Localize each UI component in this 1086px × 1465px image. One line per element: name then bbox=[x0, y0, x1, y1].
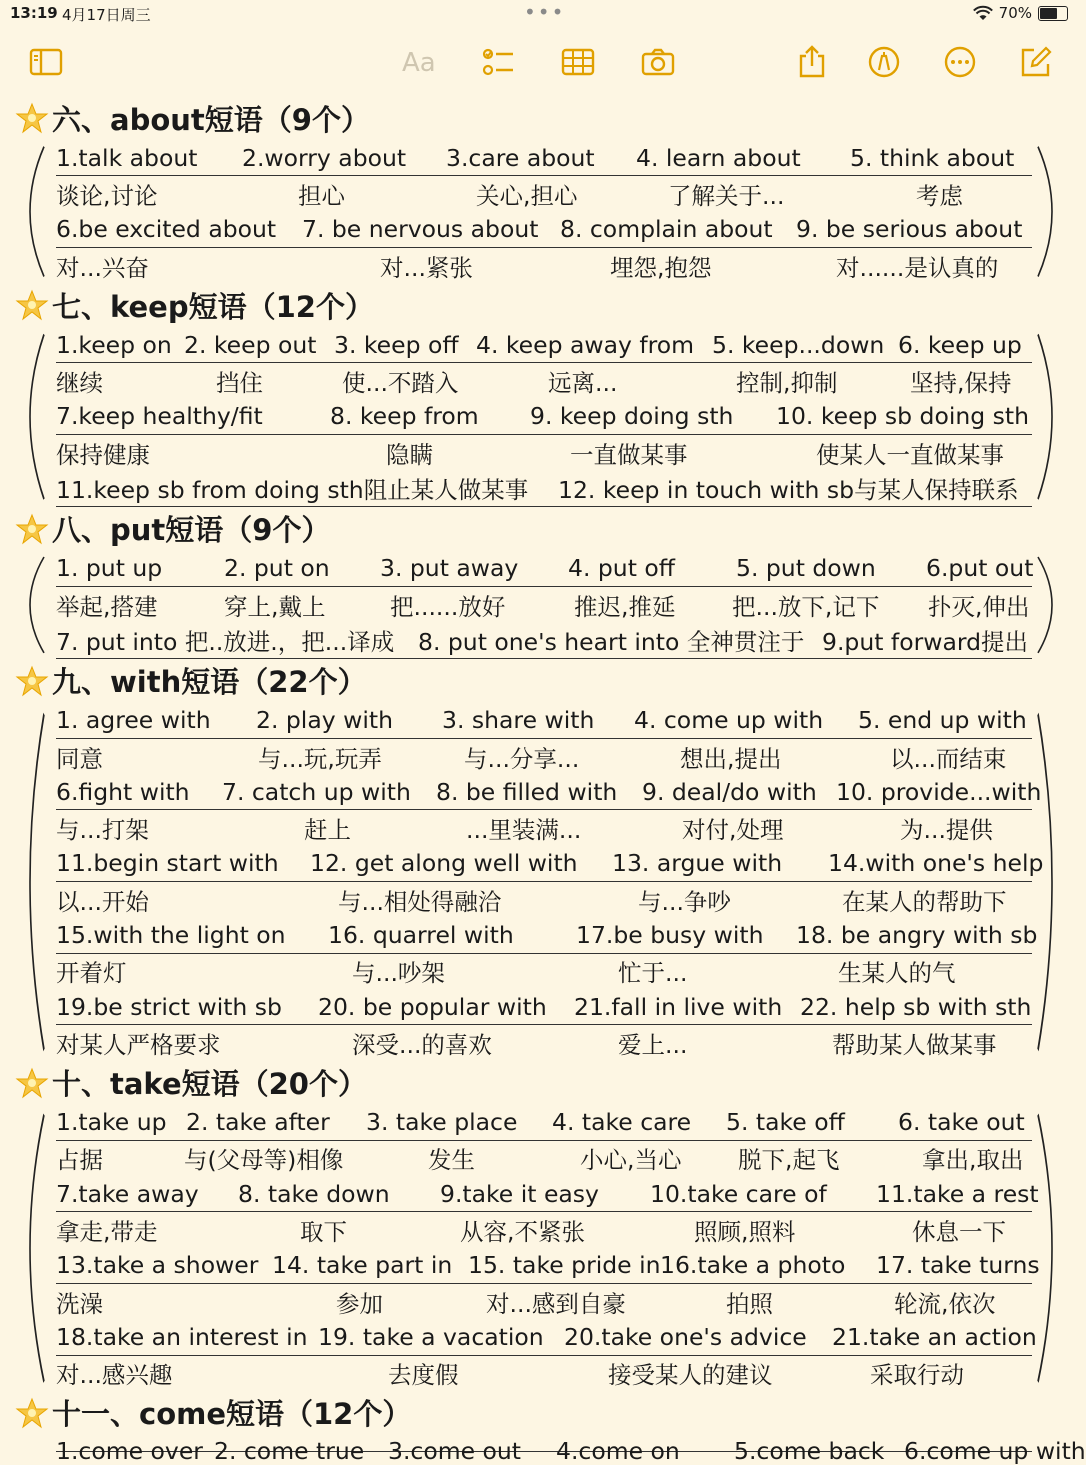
english-phrase-row bbox=[56, 1176, 1039, 1212]
chinese-meaning-row bbox=[56, 1141, 1032, 1176]
english-phrase-row bbox=[56, 212, 1032, 248]
section-title: 八、put短语（9个） bbox=[52, 513, 331, 548]
english-phrase-row bbox=[56, 327, 1032, 363]
english-phrase-row bbox=[56, 1435, 1086, 1465]
meaning-text: 深受...的喜欢 bbox=[352, 1030, 492, 1059]
phrase-text: 4. take care bbox=[552, 1108, 692, 1137]
meaning-text: 对...兴奋 bbox=[56, 253, 149, 282]
star-emoji-icon bbox=[16, 665, 48, 697]
meaning-text: 拍照 bbox=[726, 1289, 773, 1318]
phrase-text: 1.come over bbox=[56, 1436, 203, 1465]
meaning-text: 对...感兴趣 bbox=[56, 1361, 173, 1390]
table-icon[interactable] bbox=[560, 44, 596, 80]
section-title: 六、about短语（9个） bbox=[52, 102, 370, 137]
phrase-text: 6.fight with bbox=[56, 777, 190, 806]
meaning-text: 生某人的气 bbox=[838, 959, 956, 988]
meaning-text: 拿走,带走 bbox=[56, 1218, 158, 1247]
meaning-text: 埋怨,抱怨 bbox=[610, 253, 712, 282]
meaning-text: 与...吵架 bbox=[352, 959, 445, 988]
phrase-text: 5. take off bbox=[726, 1108, 845, 1137]
phrase-text: 4. come up with bbox=[634, 706, 824, 735]
phrase-text: 21.take an action bbox=[832, 1322, 1037, 1351]
meaning-text: 控制,抑制 bbox=[736, 369, 838, 398]
left-bracket-icon bbox=[12, 707, 48, 1057]
status-bar bbox=[0, 0, 1080, 26]
phrase-text: 3.come out bbox=[388, 1436, 522, 1465]
phrase-text: 8. put one's heart into 全神贯注于 bbox=[418, 627, 805, 656]
phrase-section bbox=[0, 96, 1080, 283]
chinese-meaning-row bbox=[56, 810, 1032, 845]
phrase-text: 1. agree with bbox=[56, 706, 211, 735]
section-title: 九、with短语（22个） bbox=[52, 665, 367, 700]
phrase-text: 9. be serious about bbox=[796, 215, 1023, 244]
meaning-text: 担心 bbox=[298, 181, 345, 210]
phrase-text: 3.care about bbox=[446, 143, 595, 172]
phrase-text: 4. learn about bbox=[636, 143, 801, 172]
meaning-text: 对...紧张 bbox=[380, 253, 473, 282]
star-emoji-icon bbox=[16, 1067, 48, 1099]
phrase-text: 11.begin start with bbox=[56, 849, 279, 878]
meaning-text: 小心,当心 bbox=[580, 1146, 682, 1175]
meaning-text: 爱上... bbox=[618, 1030, 688, 1059]
meaning-text: 与...分享... bbox=[464, 744, 580, 773]
phrase-text: 17. take turns bbox=[876, 1251, 1040, 1280]
phrase-text: 2. keep out bbox=[184, 330, 317, 359]
left-bracket-icon bbox=[12, 1109, 48, 1387]
meaning-text: 对付,处理 bbox=[682, 816, 784, 845]
chinese-meaning-row bbox=[56, 882, 1032, 917]
section-title: 十、take短语（20个） bbox=[52, 1067, 367, 1102]
chinese-meaning-row bbox=[56, 363, 1032, 398]
phrase-section bbox=[0, 1061, 1080, 1391]
phrase-text: 14. take part in bbox=[272, 1251, 453, 1280]
camera-icon[interactable] bbox=[640, 44, 676, 80]
phrase-bracket-group bbox=[40, 140, 1040, 283]
section-heading bbox=[0, 1391, 1080, 1435]
meaning-text: 在某人的帮助下 bbox=[842, 887, 1007, 916]
english-phrase-row bbox=[56, 399, 1032, 435]
chinese-meaning-row bbox=[56, 248, 1032, 283]
phrase-text: 7. catch up with bbox=[222, 777, 411, 806]
phrase-text: 11.keep sb from doing sth阻止某人做某事 bbox=[56, 476, 529, 505]
meaning-text: 开着灯 bbox=[56, 959, 127, 988]
meaning-text: 照顾,照料 bbox=[694, 1218, 796, 1247]
battery-percent: 70% bbox=[998, 4, 1032, 22]
meaning-text: ...里装满... bbox=[466, 816, 582, 845]
meaning-text: 去度假 bbox=[388, 1361, 459, 1390]
meaning-text: 帮助某人做某事 bbox=[832, 1030, 997, 1059]
phrase-text: 5. think about bbox=[850, 143, 1015, 172]
phrase-text: 10.take care of bbox=[650, 1179, 827, 1208]
phrase-text: 19.be strict with sb bbox=[56, 992, 282, 1021]
notes-toolbar bbox=[0, 36, 1080, 86]
multitasking-dots-icon[interactable]: ••• bbox=[524, 0, 566, 24]
markup-pen-icon[interactable] bbox=[866, 44, 902, 80]
meaning-text: 与...打架 bbox=[56, 816, 149, 845]
phrase-text: 2. play with bbox=[256, 706, 393, 735]
english-phrase-row bbox=[56, 1248, 1040, 1284]
english-phrase-row bbox=[56, 917, 1038, 953]
english-phrase-row bbox=[56, 470, 1032, 506]
phrase-text: 22. help sb with sth bbox=[800, 992, 1032, 1021]
left-bracket-icon bbox=[12, 144, 48, 279]
chinese-meaning-row bbox=[56, 435, 1032, 470]
right-bracket-icon bbox=[1034, 144, 1070, 279]
phrase-text: 1.keep on bbox=[56, 330, 172, 359]
meaning-text: 对...感到自豪 bbox=[486, 1289, 626, 1318]
phrase-text: 18.take an interest in bbox=[56, 1322, 308, 1351]
meaning-text: 轮流,依次 bbox=[894, 1289, 996, 1318]
phrase-text: 1.talk about bbox=[56, 143, 198, 172]
section-title: 七、keep短语（12个） bbox=[52, 289, 374, 324]
share-icon[interactable] bbox=[794, 44, 830, 80]
chinese-meaning-row bbox=[56, 1356, 1032, 1391]
phrase-text: 3. share with bbox=[442, 706, 595, 735]
meaning-text: 对某人严格要求 bbox=[56, 1030, 221, 1059]
meaning-text: 扑灭,伸出 bbox=[928, 592, 1030, 621]
meaning-text: 脱下,起飞 bbox=[738, 1146, 840, 1175]
phrase-text: 5. keep...down bbox=[712, 330, 885, 359]
phrase-section bbox=[0, 507, 1080, 659]
meaning-text: 洗澡 bbox=[56, 1289, 103, 1318]
wifi-icon bbox=[973, 6, 993, 21]
meaning-text: 挡住 bbox=[216, 369, 263, 398]
phrase-section bbox=[0, 659, 1080, 1061]
phrase-text: 12. get along well with bbox=[310, 849, 578, 878]
meaning-text: 对......是认真的 bbox=[836, 253, 999, 282]
meaning-text: 同意 bbox=[56, 744, 103, 773]
star-emoji-icon bbox=[16, 1397, 48, 1429]
phrase-bracket-group bbox=[40, 1105, 1040, 1391]
right-bracket-icon bbox=[1034, 1109, 1070, 1387]
phrase-text: 9. deal/do with bbox=[642, 777, 817, 806]
meaning-text: 为...提供 bbox=[900, 816, 993, 845]
meaning-text: 了解关于... bbox=[668, 181, 785, 210]
phrase-text: 7. be nervous about bbox=[302, 215, 539, 244]
phrase-text: 8. complain about bbox=[560, 215, 773, 244]
section-heading bbox=[0, 96, 1080, 140]
phrase-text: 6.put out bbox=[926, 554, 1034, 583]
phrase-text: 2. come true bbox=[214, 1436, 365, 1465]
phrase-text: 15. take pride in bbox=[468, 1251, 661, 1280]
compose-note-icon[interactable] bbox=[1018, 44, 1054, 80]
phrase-text: 14.with one's help bbox=[828, 849, 1044, 878]
meaning-text: 举起,搭建 bbox=[56, 592, 158, 621]
phrase-text: 10. keep sb doing sth bbox=[776, 402, 1030, 431]
phrase-text: 16. quarrel with bbox=[328, 920, 514, 949]
status-date: 4月17日周三 bbox=[62, 6, 151, 24]
english-phrase-row bbox=[56, 989, 1032, 1025]
phrase-text: 4. keep away from bbox=[476, 330, 695, 359]
english-phrase-row bbox=[56, 140, 1032, 176]
chinese-meaning-row bbox=[56, 1284, 1032, 1319]
phrase-text: 6.come up with bbox=[904, 1436, 1086, 1465]
phrase-text: 6. keep up bbox=[898, 330, 1022, 359]
meaning-text: 从容,不紧张 bbox=[460, 1218, 585, 1247]
phrase-section bbox=[0, 1391, 1086, 1465]
meaning-text: 与...争吵 bbox=[638, 887, 731, 916]
phrase-text: 16.take a photo bbox=[660, 1251, 846, 1280]
section-title: 十一、come短语（12个） bbox=[52, 1397, 412, 1432]
text-format-button[interactable]: Aa bbox=[402, 48, 436, 78]
phrase-text: 9. keep doing sth bbox=[530, 402, 734, 431]
phrase-text: 13.take a shower bbox=[56, 1251, 259, 1280]
phrase-text: 9.put forward提出 bbox=[822, 627, 1029, 656]
checklist-icon[interactable] bbox=[480, 44, 516, 80]
meaning-text: 把...放下,记下 bbox=[732, 592, 880, 621]
star-emoji-icon bbox=[16, 289, 48, 321]
phrase-text: 9.take it easy bbox=[440, 1179, 599, 1208]
meaning-text: 与...玩,玩弄 bbox=[258, 744, 382, 773]
phrase-text: 18. be angry with sb bbox=[796, 920, 1038, 949]
meaning-text: 远离... bbox=[548, 369, 618, 398]
phrase-text: 4. put off bbox=[568, 554, 675, 583]
chinese-meaning-row bbox=[56, 954, 1032, 989]
phrase-text: 5. end up with bbox=[858, 706, 1027, 735]
meaning-text: 与(父母等)相像 bbox=[184, 1146, 344, 1175]
phrase-text: 3. take place bbox=[366, 1108, 518, 1137]
phrase-bracket-group bbox=[40, 551, 1040, 659]
meaning-text: 推迟,推延 bbox=[574, 592, 676, 621]
phrase-text: 6.be excited about bbox=[56, 215, 277, 244]
phrase-text: 20.take one's advice bbox=[564, 1322, 807, 1351]
note-body[interactable] bbox=[0, 96, 1086, 1465]
meaning-text: 忙于... bbox=[618, 959, 688, 988]
english-phrase-row bbox=[56, 1319, 1037, 1355]
right-bracket-icon bbox=[1034, 555, 1070, 655]
phrase-bracket-group bbox=[40, 703, 1044, 1061]
phrase-text: 21.fall in live with bbox=[574, 992, 783, 1021]
meaning-text: 采取行动 bbox=[870, 1361, 964, 1390]
meaning-text: 与...相处得融洽 bbox=[338, 887, 502, 916]
section-heading bbox=[0, 659, 1080, 703]
phrase-text: 1. put up bbox=[56, 554, 163, 583]
phrase-text: 2. put on bbox=[224, 554, 330, 583]
phrase-text: 19. take a vacation bbox=[318, 1322, 544, 1351]
phrase-text: 6. take out bbox=[898, 1108, 1025, 1137]
more-options-icon[interactable] bbox=[942, 44, 978, 80]
meaning-text: 赶上 bbox=[304, 816, 351, 845]
right-bracket-icon bbox=[1034, 331, 1070, 502]
meaning-text: 休息一下 bbox=[912, 1218, 1006, 1247]
phrase-text: 5. put down bbox=[736, 554, 876, 583]
right-bracket-icon bbox=[1034, 707, 1070, 1057]
meaning-text: 想出,提出 bbox=[680, 744, 782, 773]
meaning-text: 发生 bbox=[428, 1146, 475, 1175]
phrase-text: 3. put away bbox=[380, 554, 519, 583]
phrase-text: 8. be filled with bbox=[436, 777, 618, 806]
english-phrase-row bbox=[56, 703, 1032, 739]
phrase-text: 7.take away bbox=[56, 1179, 199, 1208]
meaning-text: 继续 bbox=[56, 369, 103, 398]
phrase-text: 7.keep healthy/fit bbox=[56, 402, 263, 431]
english-phrase-row bbox=[56, 846, 1044, 882]
phrase-text: 13. argue with bbox=[612, 849, 783, 878]
phrase-text: 8. take down bbox=[238, 1179, 390, 1208]
phrase-text: 2.worry about bbox=[242, 143, 407, 172]
meaning-text: 取下 bbox=[300, 1218, 347, 1247]
phrase-text: 5.come back bbox=[734, 1436, 885, 1465]
meaning-text: 谈论,讨论 bbox=[56, 181, 158, 210]
meaning-text: 接受某人的建议 bbox=[608, 1361, 773, 1390]
left-bracket-icon bbox=[12, 331, 48, 502]
phrase-text: 20. be popular with bbox=[318, 992, 547, 1021]
chinese-meaning-row bbox=[56, 176, 1032, 211]
meaning-text: 关心,担心 bbox=[476, 181, 578, 210]
phrase-bracket-group bbox=[40, 327, 1040, 506]
phrase-text: 17.be busy with bbox=[576, 920, 764, 949]
meaning-text: 把......放好 bbox=[390, 592, 506, 621]
meaning-text: 使...不踏入 bbox=[342, 369, 459, 398]
phrase-text: 10. provide...with bbox=[836, 777, 1042, 806]
english-phrase-row bbox=[56, 622, 1032, 658]
meaning-text: 考虑 bbox=[916, 181, 963, 210]
meaning-text: 使某人一直做某事 bbox=[816, 440, 1004, 469]
meaning-text: 隐瞒 bbox=[386, 440, 433, 469]
meaning-text: 参加 bbox=[336, 1289, 383, 1318]
phrase-text: 11.take a rest bbox=[876, 1179, 1039, 1208]
phrase-text: 4.come on bbox=[556, 1436, 680, 1465]
meaning-text: 穿上,戴上 bbox=[224, 592, 326, 621]
phrase-text: 2. take after bbox=[186, 1108, 330, 1137]
star-emoji-icon bbox=[16, 513, 48, 545]
meaning-text: 坚持,保持 bbox=[910, 369, 1012, 398]
meaning-text: 以...开始 bbox=[56, 887, 149, 916]
meaning-text: 拿出,取出 bbox=[922, 1146, 1024, 1175]
battery-icon bbox=[1038, 6, 1068, 21]
meaning-text: 以...而结束 bbox=[890, 744, 1007, 773]
section-heading bbox=[0, 283, 1080, 327]
chinese-meaning-row bbox=[56, 1212, 1032, 1247]
chinese-meaning-row bbox=[56, 1025, 1032, 1060]
left-bracket-icon bbox=[12, 555, 48, 655]
phrase-text: 7. put into 把..放进.，把...译成 bbox=[56, 627, 395, 656]
phrase-text: 1.take up bbox=[56, 1108, 167, 1137]
sidebar-toggle-icon[interactable] bbox=[28, 44, 64, 80]
phrase-bracket-group bbox=[40, 1435, 1086, 1465]
phrase-text: 15.with the light on bbox=[56, 920, 286, 949]
meaning-text: 占据 bbox=[56, 1146, 103, 1175]
chinese-meaning-row bbox=[56, 739, 1032, 774]
chinese-meaning-row bbox=[56, 587, 1032, 622]
phrase-text: 3. keep off bbox=[334, 330, 459, 359]
status-time: 13:19 bbox=[10, 4, 58, 22]
meaning-text: 保持健康 bbox=[56, 440, 150, 469]
english-phrase-row bbox=[56, 1105, 1032, 1141]
english-phrase-row bbox=[56, 774, 1042, 810]
section-heading bbox=[0, 1061, 1080, 1105]
section-heading bbox=[0, 507, 1080, 551]
meaning-text: 一直做某事 bbox=[570, 440, 688, 469]
phrase-text: 12. keep in touch with sb与某人保持联系 bbox=[558, 476, 1019, 505]
star-emoji-icon bbox=[16, 102, 48, 134]
english-phrase-row bbox=[56, 551, 1032, 587]
phrase-section bbox=[0, 283, 1080, 506]
phrase-text: 8. keep from bbox=[330, 402, 479, 431]
